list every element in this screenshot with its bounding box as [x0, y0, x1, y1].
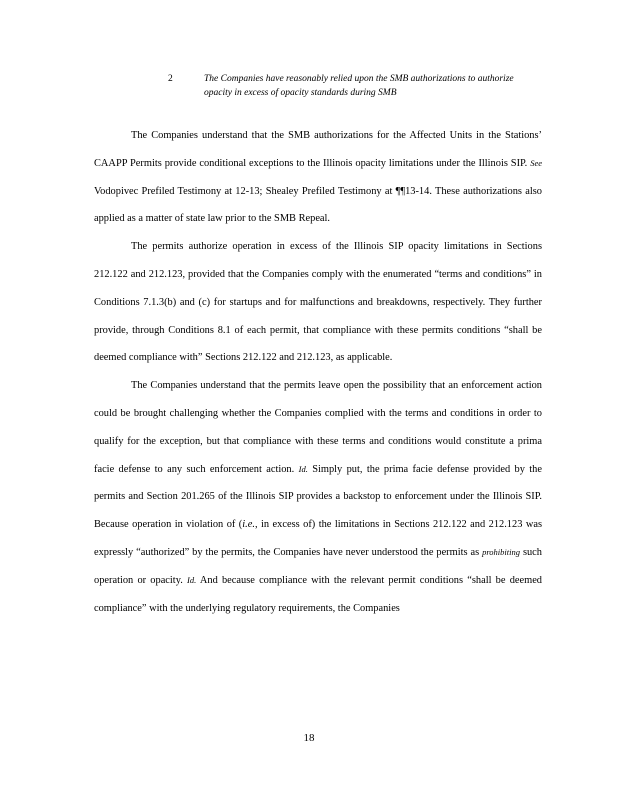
paragraph-3-text-b: Simply put, the prima facie defense provided by the permits and Section 201.265 of the Illinois SIP provides a backstop to enforcement under the Illinois SIP. Because operation in violation of ( [94, 463, 542, 531]
citation-id-2: Id. [187, 574, 197, 585]
paragraph-1-text-a: The Companies understand that the SMB authorizations for the Affected Units in the Stations’ CAAPP Permits provide conditional exceptions to the Illinois opacity limitations under the Illinois SIP. [94, 130, 542, 169]
paragraph-3-text-a: The Companies understand that the permits leave open the possibility that an enforcement action could be brought challenging whether the Companies complied with the terms and conditions in order to qualify for the exception, but that compliance with these terms and conditions would constitute a prima facie defense to any such enforcement action. [94, 380, 542, 475]
emphasis-prohibiting: prohibiting [482, 546, 521, 557]
document-body [94, 122, 542, 622]
paragraph-3-text-e: And because compliance with the relevant permit conditions “shall be deemed compliance” with the underlying regulatory requirements, the Companies [94, 574, 543, 614]
paragraph-3 [94, 372, 542, 622]
page-number: 18 [303, 732, 315, 744]
citation-ie: i.e. [242, 519, 255, 531]
paragraph-3-text-d: such operation or opacity. [94, 546, 542, 586]
citation-id-1: Id. [298, 463, 308, 474]
paragraph-3-text-c: , in excess of) the limitations in Sections 212.122 and 212.123 was expressly “authorized” by the permits, the Companies have never understood the permits as [94, 519, 543, 558]
citation-see: See [530, 157, 542, 168]
paragraph-2: The permits authorize operation in excess of the Illinois SIP opacity limitations in Sections 212.122 and 212.123, provided that the Companies comply with the enumerated “terms and conditions” in Conditions 7.1.3(b) and (c) for startups and for malfunctions and breakdowns, respectively. They further provide, through Conditions 8.1 of each permit, that compliance with these permits conditions “shall be deemed compliance with” Sections 212.122 and 212.123, as applicable. [94, 241, 542, 364]
paragraph-1-text-b: Vodopivec Prefiled Testimony at 12-13; Shealey Prefiled Testimony at ¶¶13-14. These authorizations also applied as a matter of state law prior to the SMB Repeal. [94, 185, 542, 225]
section-heading-text: The Companies have reasonably relied upon the SMB authorizations to authorize opacity in excess of opacity standards during SMB [204, 74, 514, 98]
section-number: 2 [168, 74, 173, 84]
paragraph-1 [94, 122, 542, 233]
